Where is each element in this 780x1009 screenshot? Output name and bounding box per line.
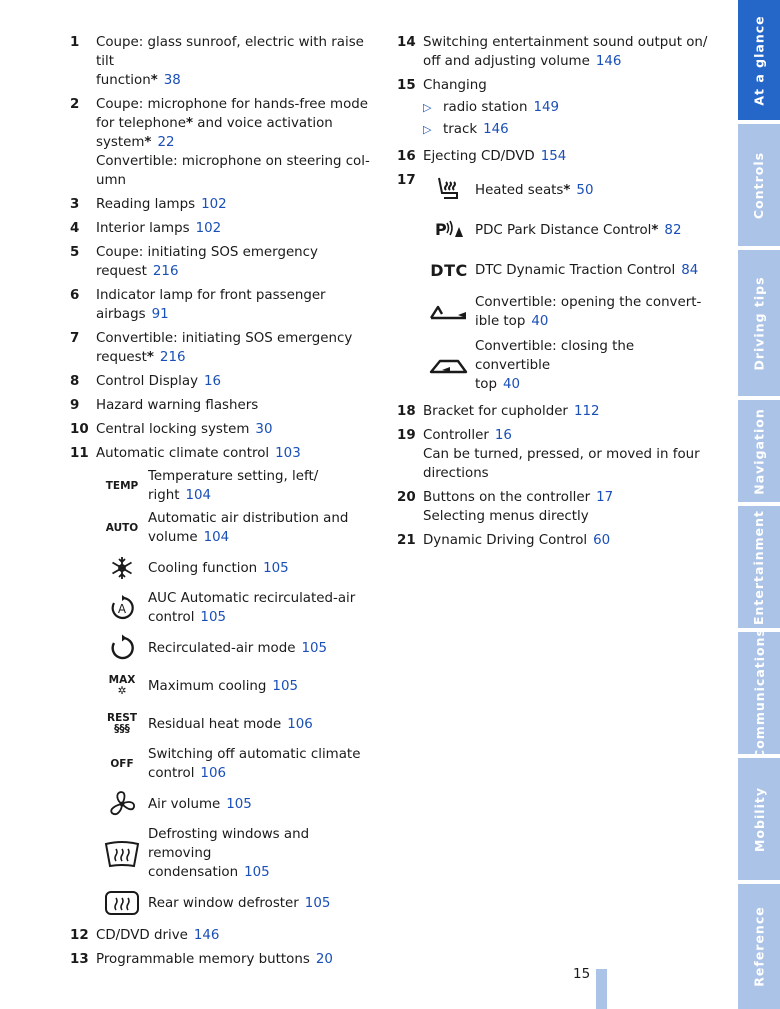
tab-communications[interactable]: Communications	[738, 632, 780, 754]
triangle-bullet-icon: ▷	[423, 123, 432, 136]
tab-controls[interactable]: Controls	[738, 124, 780, 246]
page-link[interactable]: 91	[151, 307, 169, 322]
page-link[interactable]: 112	[573, 404, 600, 419]
list-item-11: 11 Automatic climate control 103	[70, 446, 301, 461]
svg-text:P: P	[435, 220, 447, 239]
off-icon: OFF	[110, 757, 134, 770]
climate-air-volume: Air volume 105	[96, 787, 376, 821]
tab-driving-tips[interactable]: Driving tips	[738, 250, 780, 396]
list-item-17: 17 Heated seats* 50 P PDC Park Distance Control* 82 DTC DTC Dynamic Traction Control 84 Convertible: opening the convert- ible top 40 Convertible: closing the convertible top 40	[397, 171, 709, 400]
residual-heat-icon: REST §§§	[107, 712, 137, 735]
list-item-2: 2 Coupe: microphone for hands-free mode for telephone* and voice activation system* 22 Convertible: microphone on steering col- umn	[70, 97, 370, 188]
pdc-icon	[433, 217, 465, 243]
tab-reference[interactable]: Reference	[738, 884, 780, 1009]
list-item-20: 20 Buttons on the controller 17 Selecting menus directly	[397, 490, 614, 524]
page-link[interactable]: 146	[193, 928, 220, 943]
tab-mobility[interactable]: Mobility	[738, 758, 780, 880]
climate-max: MAX ✲ Maximum cooling 105	[108, 674, 298, 697]
page-link[interactable]: 20	[315, 952, 333, 967]
page-link[interactable]: 106	[200, 766, 226, 781]
tab-entertainment[interactable]: Entertainment	[738, 506, 780, 628]
open-top-row: Convertible: opening the convert- ible top 40	[423, 293, 709, 331]
page-link[interactable]: 22	[157, 135, 175, 150]
tab-at-a-glance[interactable]: At a glance	[738, 0, 780, 120]
page-link[interactable]: 105	[200, 610, 226, 625]
chapter-tabs	[738, 0, 780, 1009]
rear-window-defrost-icon	[103, 888, 141, 918]
list-item-7: 7 Convertible: initiating SOS emergency request* 216	[70, 331, 353, 365]
page-link[interactable]: 102	[201, 197, 227, 212]
climate-auto: AUTO Automatic air distribution and volume 104	[105, 511, 349, 545]
item-number: 2	[70, 97, 80, 112]
page-link[interactable]: 16	[494, 428, 512, 443]
list-item-3: 3 Reading lamps 102	[70, 197, 227, 212]
climate-defrost: Defrosting windows and removing condensation 105	[96, 825, 376, 882]
page-link[interactable]: 149	[533, 100, 560, 115]
page-link[interactable]: 82	[664, 222, 682, 238]
list-item-8: 8 Control Display 16	[70, 374, 222, 389]
left-column	[70, 33, 376, 974]
temp-icon: TEMP	[105, 479, 139, 492]
svg-text:A: A	[117, 602, 127, 616]
page-link[interactable]: 104	[203, 530, 230, 545]
climate-cooling: Cooling function 105	[96, 551, 376, 585]
windshield-defrost-icon	[103, 839, 141, 869]
page-link[interactable]: 216	[159, 350, 186, 365]
heated-seat-icon	[435, 175, 463, 205]
page-link[interactable]: 146	[595, 54, 622, 69]
page-link[interactable]: 154	[540, 149, 567, 164]
page-link[interactable]: 105	[304, 895, 331, 911]
list-item-5: 5 Coupe: initiating SOS emergency request 216	[70, 245, 318, 279]
list-item-18: 18 Bracket for cupholder 112	[397, 404, 600, 419]
page-link[interactable]: 40	[531, 314, 549, 329]
climate-off: OFF Switching off automatic climate control 106	[110, 747, 361, 781]
page-link[interactable]: 38	[163, 73, 181, 88]
page-link[interactable]: 60	[593, 533, 611, 548]
list-item-6: 6 Indicator lamp for front passenger airbags 91	[70, 288, 326, 322]
page-link[interactable]: 105	[244, 865, 270, 880]
right-column	[397, 33, 709, 555]
list-item-9: 9 Hazard warning flashers	[70, 398, 259, 413]
page-marker	[596, 969, 607, 1009]
auto-icon: AUTO	[105, 521, 139, 534]
auc-icon	[108, 594, 136, 622]
list-item-21: 21 Dynamic Driving Control 60	[397, 533, 611, 548]
list-item-12: 12 CD/DVD drive 146	[70, 928, 220, 943]
triangle-bullet-icon: ▷	[423, 101, 432, 114]
page-link[interactable]: 102	[195, 221, 222, 236]
climate-temp: TEMP Temperature setting, left/ right 104	[105, 469, 319, 503]
item-number: 1	[70, 35, 80, 50]
page-link[interactable]: 30	[255, 422, 273, 437]
open-top-icon	[428, 302, 470, 322]
page-link[interactable]: 106	[287, 716, 313, 732]
snowflake-icon	[109, 555, 135, 581]
tab-navigation[interactable]: Navigation	[738, 400, 780, 502]
list-item-15: 15 Changing ▷ radio station 149 ▷ track 146	[397, 78, 560, 137]
climate-auc: A AUC Automatic recirculated-air control 105	[96, 589, 376, 627]
heated-seats-row: Heated seats* 50	[423, 173, 709, 207]
page-link[interactable]: 105	[272, 678, 298, 694]
page-number: 15	[573, 966, 591, 982]
list-item-1: 1 Coupe: glass sunroof, electric with raise tilt function* 38	[70, 35, 364, 88]
list-item-16: 16 Ejecting CD/DVD 154	[397, 149, 567, 164]
climate-subitems	[96, 467, 376, 920]
fan-icon	[107, 789, 137, 819]
page-link[interactable]: 216	[152, 264, 179, 279]
page-link[interactable]: 105	[263, 560, 289, 576]
page-link[interactable]: 50	[576, 182, 594, 198]
page-link[interactable]: 105	[226, 796, 252, 812]
close-top-icon	[428, 356, 470, 376]
page-link[interactable]: 105	[301, 640, 328, 656]
dtc-row: DTC DTC Dynamic Traction Control 84	[430, 260, 699, 280]
list-item-14: 14 Switching entertainment sound output on/ off and adjusting volume 146	[397, 35, 708, 69]
dtc-icon: DTC	[430, 260, 468, 280]
page-link[interactable]: 16	[204, 374, 222, 389]
list-item-10: 10 Central locking system 30	[70, 422, 273, 437]
list-item-13: 13 Programmable memory buttons 20	[70, 952, 333, 967]
close-top-row: Convertible: closing the convertible top 40	[423, 337, 709, 394]
climate-rear-defrost: Rear window defroster 105	[96, 886, 376, 920]
list-item-4: 4 Interior lamps 102	[70, 221, 222, 236]
climate-rest: REST §§§ Residual heat mode 106	[107, 712, 313, 735]
page-link[interactable]: 84	[681, 262, 699, 278]
pdc-row: P PDC Park Distance Control* 82	[423, 213, 709, 247]
page-link[interactable]: 103	[275, 446, 301, 461]
page-link[interactable]: 40	[502, 377, 520, 392]
list-item-19: 19 Controller 16 Can be turned, pressed, or moved in four directions	[397, 428, 700, 481]
page-link[interactable]: 17	[596, 490, 614, 505]
page-link[interactable]: 104	[185, 488, 212, 503]
climate-recirc: Recirculated-air mode 105	[96, 631, 376, 665]
max-cooling-icon: MAX ✲	[108, 674, 136, 697]
recirculation-icon	[108, 634, 136, 662]
page-link[interactable]: 146	[483, 122, 509, 137]
